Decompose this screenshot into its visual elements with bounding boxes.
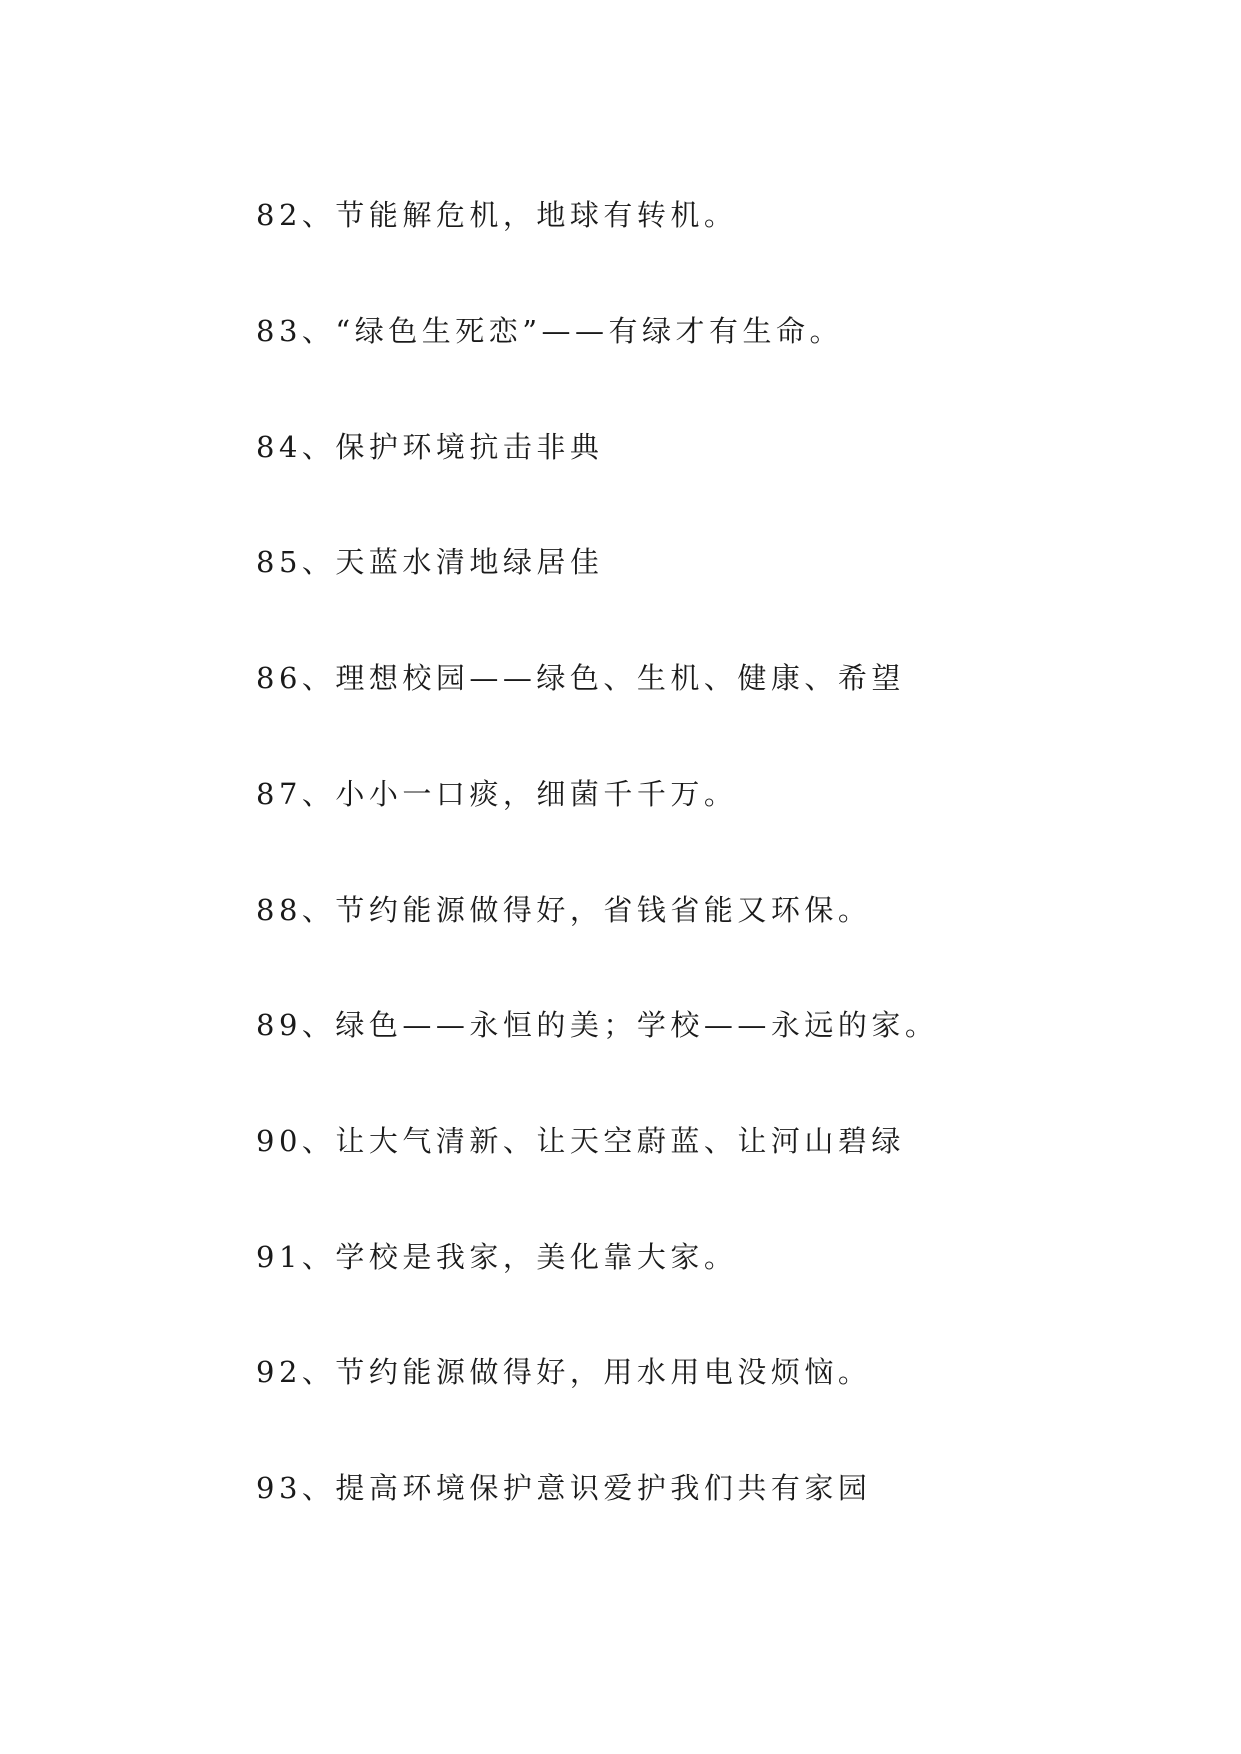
slogan-90: 90、让大气清新、让天空蔚蓝、让河山碧绿 bbox=[256, 1124, 905, 1158]
slogan-89: 89、绿色——永恒的美；学校——永远的家。 bbox=[256, 1008, 939, 1042]
slogan-85: 85、天蓝水清地绿居佳 bbox=[256, 545, 604, 579]
slogan-92: 92、节约能源做得好，用水用电没烦恼。 bbox=[256, 1355, 872, 1389]
slogan-93: 93、提高环境保护意识爱护我们共有家园 bbox=[256, 1471, 872, 1505]
slogan-83: 83、“绿色生死恋”——有绿才有生命。 bbox=[256, 314, 844, 348]
slogan-82: 82、节能解危机，地球有转机。 bbox=[256, 198, 738, 232]
slogan-87: 87、小小一口痰，细菌千千万。 bbox=[256, 777, 738, 811]
slogan-86: 86、理想校园——绿色、生机、健康、希望 bbox=[256, 661, 905, 695]
slogan-88: 88、节约能源做得好，省钱省能又环保。 bbox=[256, 893, 872, 927]
slogan-84: 84、保护环境抗击非典 bbox=[256, 430, 604, 464]
slogan-91: 91、学校是我家，美化靠大家。 bbox=[256, 1240, 738, 1274]
